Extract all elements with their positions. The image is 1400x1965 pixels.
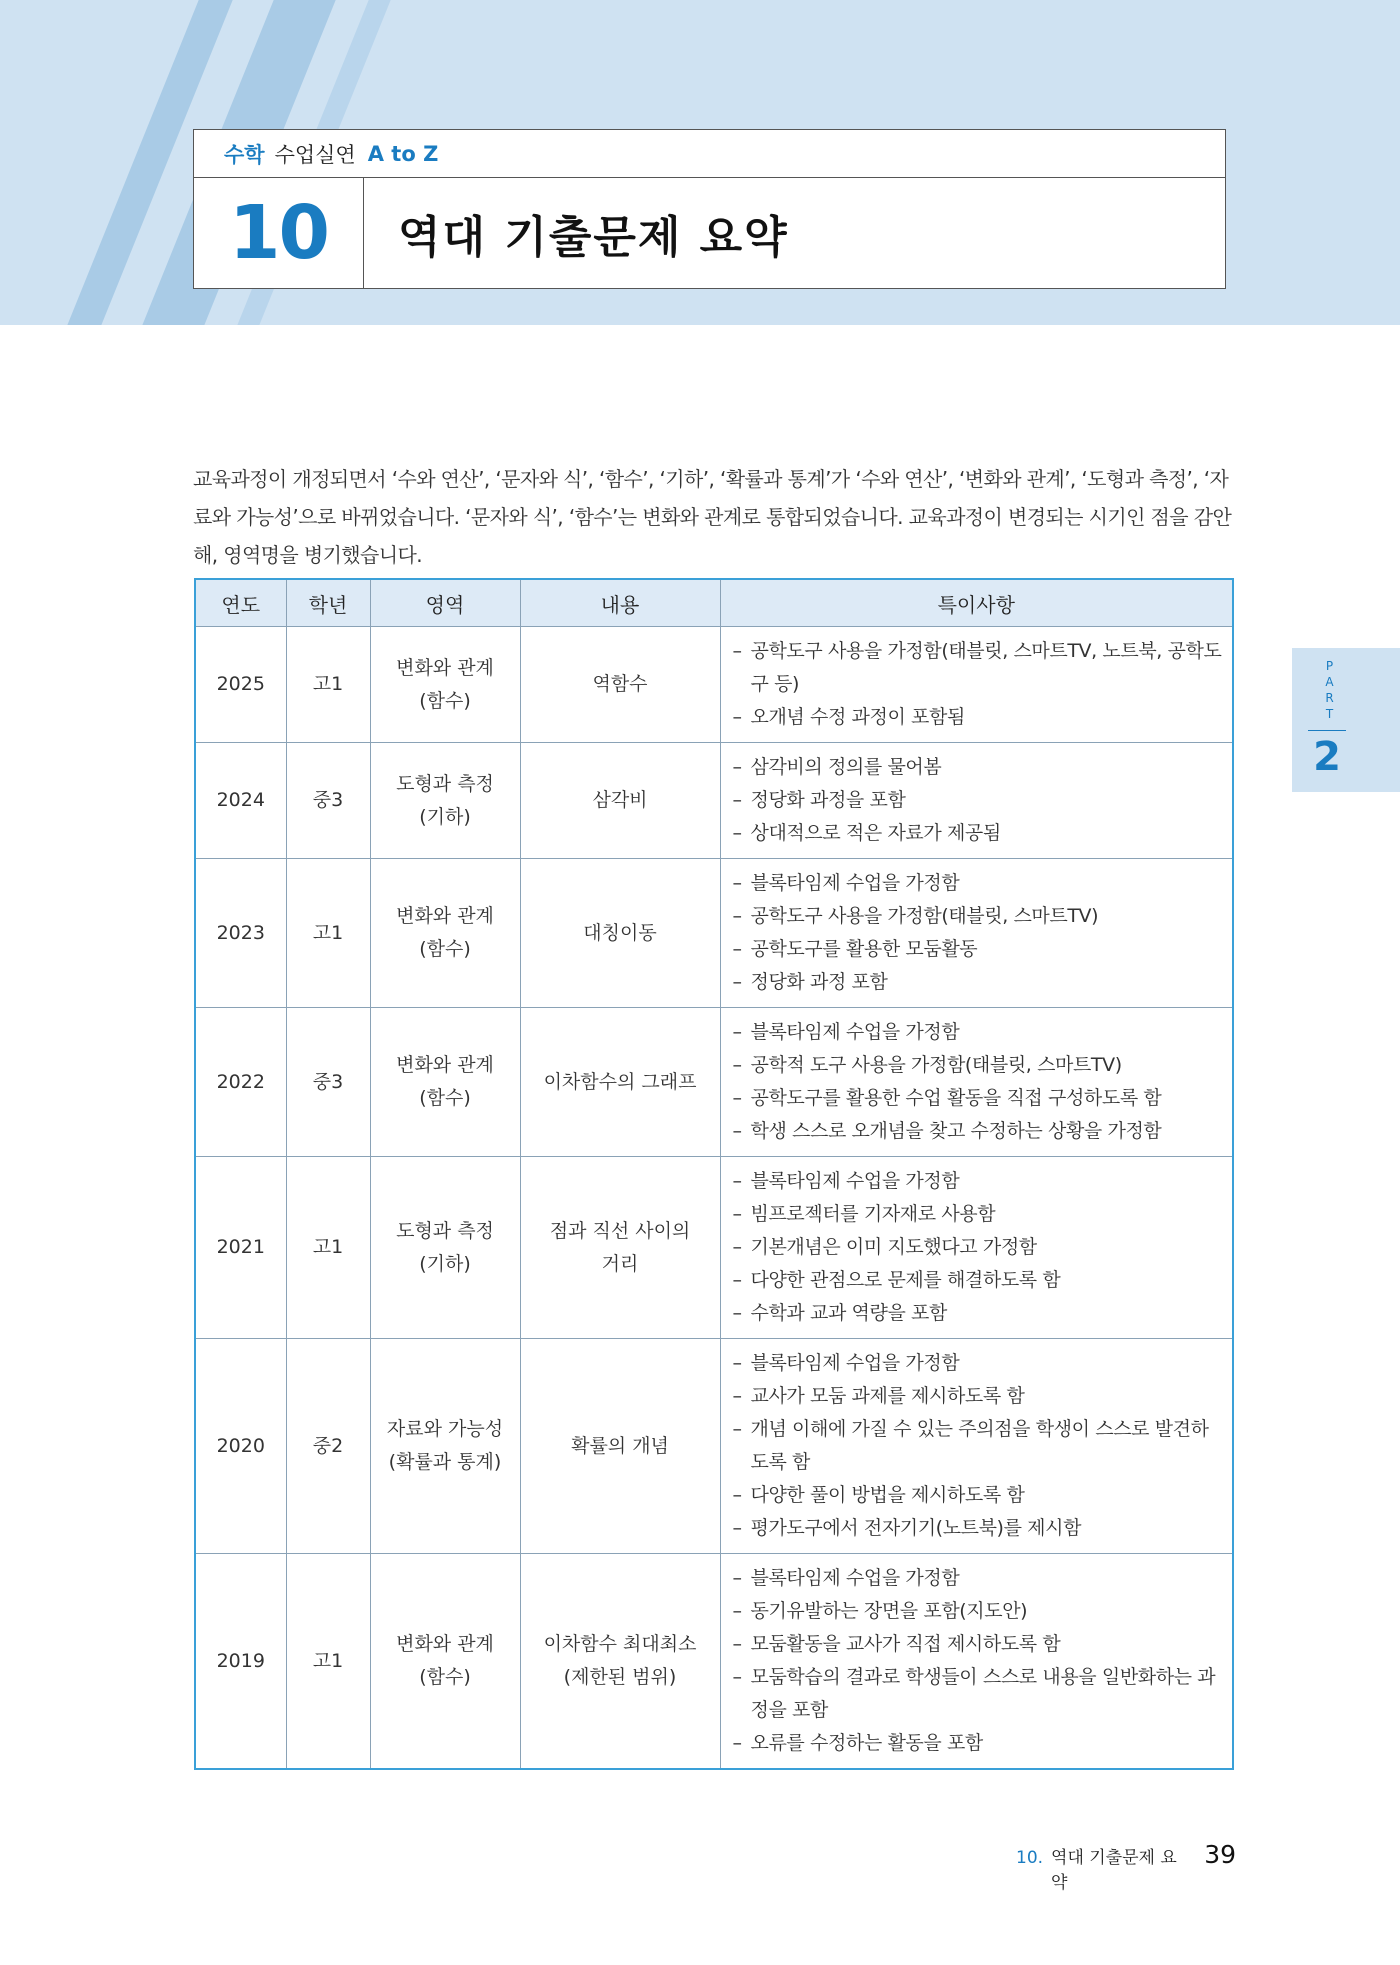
area-line: (기하) bbox=[419, 805, 471, 828]
part-label-r: R bbox=[1325, 691, 1335, 705]
note-item: – 빔프로젝터를 기자재로 사용함 bbox=[733, 1198, 1223, 1231]
content-line: 이차함수의 그래프 bbox=[543, 1070, 697, 1093]
note-item: – 공학도구를 활용한 모둠활동 bbox=[733, 933, 1223, 966]
note-item: – 공학도구를 활용한 수업 활동을 직접 구성하도록 함 bbox=[733, 1082, 1223, 1115]
note-item: – 개념 이해에 가질 수 있는 주의점을 학생이 스스로 발견하도록 함 bbox=[733, 1413, 1223, 1479]
part-divider bbox=[1308, 730, 1346, 731]
note-item: – 블록타임제 수업을 가정함 bbox=[733, 1562, 1223, 1595]
column-header: 특이사항 bbox=[720, 579, 1233, 627]
page-footer bbox=[1016, 1840, 1236, 1893]
cell-grade: 고1 bbox=[286, 627, 370, 743]
table-row bbox=[195, 1008, 1233, 1157]
cell-notes bbox=[720, 1157, 1233, 1339]
series-tag: A to Z bbox=[367, 141, 439, 166]
cell-year: 2025 bbox=[195, 627, 286, 743]
table-row bbox=[195, 1157, 1233, 1339]
area-line: (함수) bbox=[419, 938, 471, 960]
note-item: – 교사가 모둠 과제를 제시하도록 함 bbox=[733, 1380, 1223, 1413]
cell-grade: 고1 bbox=[286, 1554, 370, 1770]
exam-summary-table bbox=[194, 578, 1234, 1770]
table-row bbox=[195, 1339, 1233, 1554]
note-item: – 블록타임제 수업을 가정함 bbox=[733, 1165, 1223, 1198]
cell-content bbox=[520, 1157, 720, 1339]
area-line: 변화와 관계 bbox=[396, 656, 494, 679]
area-line: (확률과 통계) bbox=[388, 1451, 502, 1473]
cell-notes bbox=[720, 1008, 1233, 1157]
cell-content bbox=[520, 1339, 720, 1554]
note-item: – 학생 스스로 오개념을 찾고 수정하는 상황을 가정함 bbox=[733, 1115, 1223, 1148]
cell-grade: 고1 bbox=[286, 859, 370, 1008]
note-item: – 모둠활동을 교사가 직접 제시하도록 함 bbox=[733, 1628, 1223, 1661]
area-line: 변화와 관계 bbox=[396, 1054, 494, 1076]
cell-content bbox=[520, 1008, 720, 1157]
column-header: 연도 bbox=[195, 579, 286, 627]
part-label-a: A bbox=[1325, 675, 1335, 689]
cell-year: 2021 bbox=[195, 1157, 286, 1339]
table-header-row bbox=[195, 579, 1233, 627]
content-line: (제한된 범위) bbox=[563, 1666, 677, 1688]
note-item: – 동기유발하는 장면을 포함(지도안) bbox=[733, 1595, 1223, 1628]
cell-grade: 중3 bbox=[286, 743, 370, 859]
page-number: 39 bbox=[1204, 1840, 1236, 1869]
content-line: 역함수 bbox=[592, 673, 648, 695]
title-main bbox=[194, 178, 1225, 288]
note-item: – 정당화 과정 포함 bbox=[733, 966, 1223, 999]
part-label bbox=[1318, 658, 1342, 722]
part-number: 2 bbox=[1313, 734, 1341, 780]
note-item: – 오개념 수정 과정이 포함됨 bbox=[733, 701, 1223, 734]
cell-content bbox=[520, 859, 720, 1008]
cell-notes bbox=[720, 627, 1233, 743]
cell-year: 2024 bbox=[195, 743, 286, 859]
area-line: 자료와 가능성 bbox=[386, 1418, 504, 1440]
note-item: – 기본개념은 이미 지도했다고 가정함 bbox=[733, 1231, 1223, 1264]
chapter-number: 10 bbox=[194, 178, 364, 288]
table-row bbox=[195, 743, 1233, 859]
cell-year: 2023 bbox=[195, 859, 286, 1008]
cell-area bbox=[370, 1157, 520, 1339]
note-item: – 공학도구 사용을 가정함(태블릿, 스마트TV) bbox=[733, 900, 1223, 933]
area-line: 도형과 측정 bbox=[396, 772, 494, 795]
area-line: (기하) bbox=[419, 1252, 471, 1275]
cell-notes bbox=[720, 859, 1233, 1008]
cell-grade: 고1 bbox=[286, 1157, 370, 1339]
cell-year: 2022 bbox=[195, 1008, 286, 1157]
note-item: – 다양한 관점으로 문제를 해결하도록 함 bbox=[733, 1264, 1223, 1297]
cell-notes bbox=[720, 743, 1233, 859]
area-line: 변화와 관계 bbox=[396, 905, 494, 927]
note-item: – 블록타임제 수업을 가정함 bbox=[733, 867, 1223, 900]
series-subject: 수학 bbox=[224, 142, 265, 167]
content-line: 거리 bbox=[601, 1252, 639, 1275]
footer-chapter-title: 역대 기출문제 요약 bbox=[1051, 1848, 1177, 1893]
cell-area bbox=[370, 859, 520, 1008]
note-item: – 상대적으로 적은 자료가 제공됨 bbox=[733, 817, 1223, 850]
area-line: (함수) bbox=[419, 689, 471, 712]
cell-year: 2019 bbox=[195, 1554, 286, 1770]
cell-grade: 중2 bbox=[286, 1339, 370, 1554]
cell-grade: 중3 bbox=[286, 1008, 370, 1157]
column-header: 영역 bbox=[370, 579, 520, 627]
table-row bbox=[195, 859, 1233, 1008]
note-item: – 오류를 수정하는 활동을 포함 bbox=[733, 1727, 1223, 1760]
table-body bbox=[195, 627, 1233, 1770]
cell-area bbox=[370, 1008, 520, 1157]
part-side-tab bbox=[1292, 648, 1400, 792]
series-name: 수업실연 bbox=[274, 142, 356, 167]
note-item: – 평가도구에서 전자기기(노트북)를 제시함 bbox=[733, 1512, 1223, 1545]
content-line: 삼각비 bbox=[592, 789, 648, 811]
area-line: (함수) bbox=[419, 1666, 471, 1688]
cell-content bbox=[520, 627, 720, 743]
table-row bbox=[195, 627, 1233, 743]
column-header: 학년 bbox=[286, 579, 370, 627]
cell-notes bbox=[720, 1554, 1233, 1770]
intro-paragraph: 교육과정이 개정되면서 ‘수와 연산’, ‘문자와 식’, ‘함수’, ‘기하’, ‘확률과 통계’가 ‘수와 연산’, ‘변화와 관계’, ‘도형과 측정’, ‘자료와 가능성’으로 바뀌었습니다. ‘문자와 식’, ‘함수’는 변화와 관계로 통합되었습니다. 교육과정이 변경되는 시기인 점을 감안해, 영역명을 병기했습니다. bbox=[193, 467, 1232, 567]
cell-year: 2020 bbox=[195, 1339, 286, 1554]
area-line: 변화와 관계 bbox=[396, 1633, 494, 1655]
series-row bbox=[194, 130, 1225, 178]
cell-notes bbox=[720, 1339, 1233, 1554]
note-item: – 공학도구 사용을 가정함(태블릿, 스마트TV, 노트북, 공학도구 등) bbox=[733, 635, 1223, 701]
note-item: – 수학과 교과 역량을 포함 bbox=[733, 1297, 1223, 1330]
footer-chapter-number: 10. bbox=[1016, 1848, 1044, 1868]
area-line: (함수) bbox=[419, 1087, 471, 1109]
content-line: 점과 직선 사이의 bbox=[549, 1219, 691, 1242]
note-item: – 다양한 풀이 방법을 제시하도록 함 bbox=[733, 1479, 1223, 1512]
cell-area bbox=[370, 1554, 520, 1770]
note-item: – 정당화 과정을 포함 bbox=[733, 784, 1223, 817]
part-label-p: P bbox=[1325, 659, 1335, 673]
table-row bbox=[195, 1554, 1233, 1770]
note-item: – 공학적 도구 사용을 가정함(태블릿, 스마트TV) bbox=[733, 1049, 1223, 1082]
content-line: 이차함수 최대최소 bbox=[543, 1633, 697, 1655]
note-item: – 모둠학습의 결과로 학생들이 스스로 내용을 일반화하는 과정을 포함 bbox=[733, 1661, 1223, 1727]
chapter-title-box bbox=[193, 129, 1226, 289]
page-title: 역대 기출문제 요약 bbox=[398, 212, 789, 263]
note-item: – 블록타임제 수업을 가정함 bbox=[733, 1016, 1223, 1049]
column-header: 내용 bbox=[520, 579, 720, 627]
cell-area bbox=[370, 1339, 520, 1554]
cell-area bbox=[370, 743, 520, 859]
note-item: – 삼각비의 정의를 물어봄 bbox=[733, 751, 1223, 784]
note-item: – 블록타임제 수업을 가정함 bbox=[733, 1347, 1223, 1380]
cell-content bbox=[520, 1554, 720, 1770]
cell-area bbox=[370, 627, 520, 743]
part-label-t: T bbox=[1325, 707, 1335, 721]
content-line: 확률의 개념 bbox=[571, 1434, 669, 1457]
cell-content bbox=[520, 743, 720, 859]
content-line: 대칭이동 bbox=[583, 921, 657, 944]
area-line: 도형과 측정 bbox=[396, 1219, 494, 1242]
